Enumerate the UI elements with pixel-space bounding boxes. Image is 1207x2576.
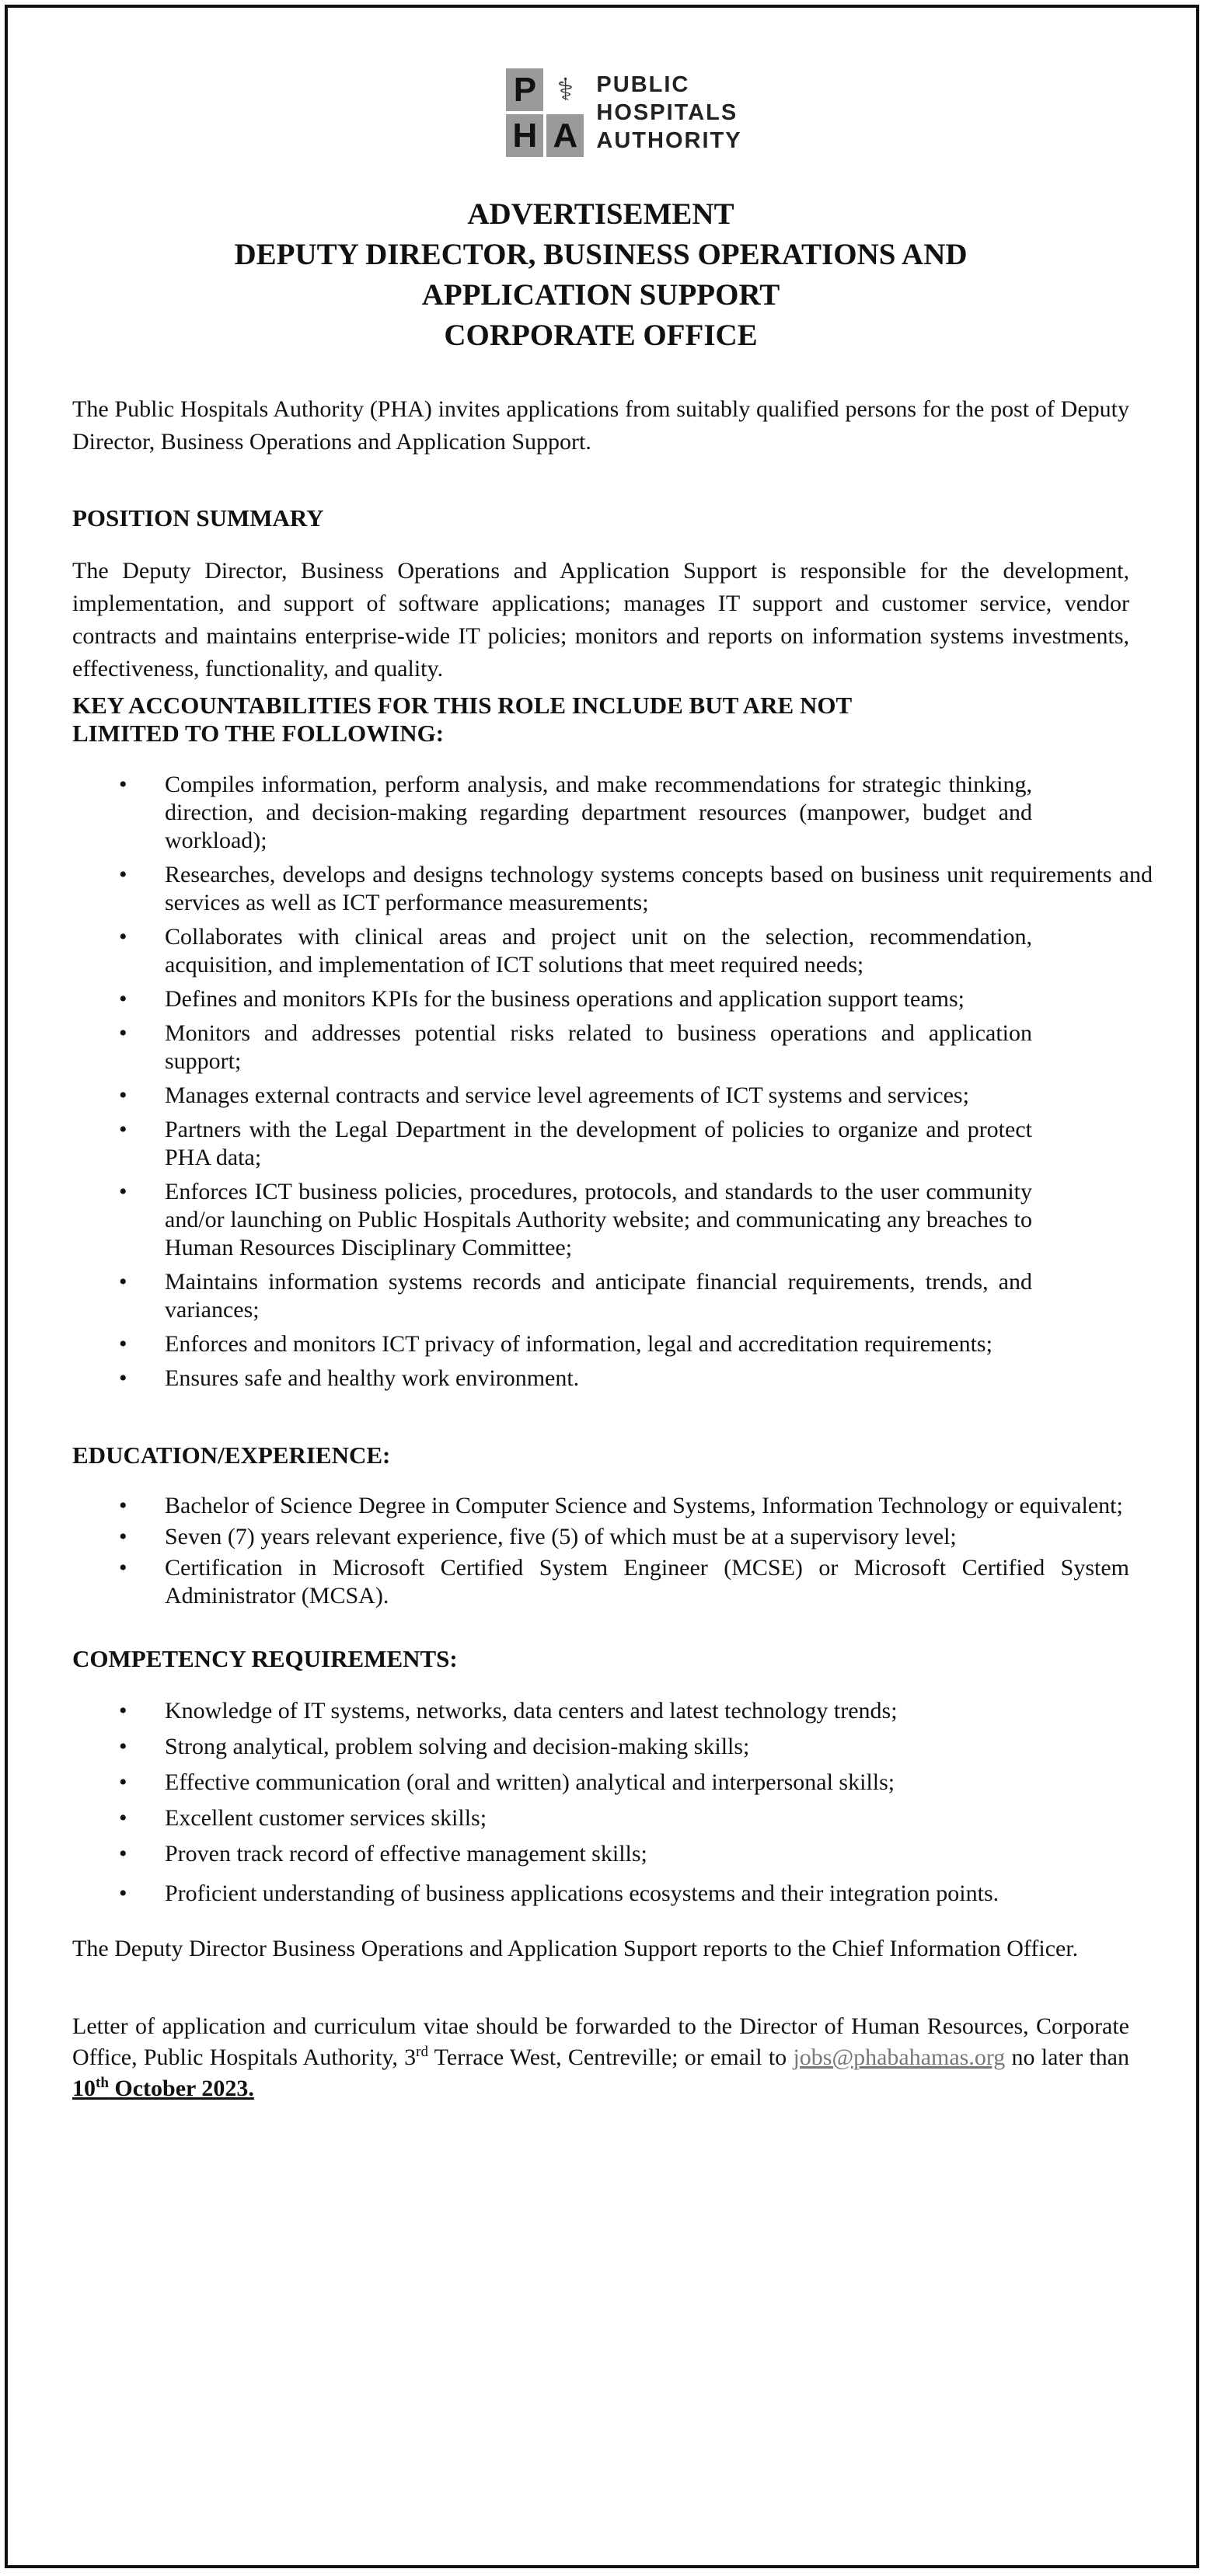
- list-item: • Compiles information, perform analysis, and make recommendations for strategic thinking, direction, and decision-making regarding department resources (manpower, budget and workload);: [72, 771, 1032, 855]
- email-link[interactable]: jobs@phabahamas.org: [793, 2044, 1006, 2070]
- advertisement-document: [72, 62, 1153, 2104]
- list-item: • Seven (7) years relevant experience, five (5) of which must be at a supervisory level;: [72, 1523, 1129, 1551]
- logo-wordmark: [596, 71, 741, 155]
- logo-line-hospitals: HOSPITALS: [596, 100, 738, 125]
- list-item: • Defines and monitors KPIs for the business operations and application support teams;: [72, 985, 1032, 1013]
- list-item: • Manages external contracts and service level agreements of ICT systems and services;: [72, 1082, 1032, 1110]
- list-item: • Researches, develops and designs technology systems concepts based on business unit requirements and services as well as ICT performance measurements;: [72, 861, 1153, 917]
- headline-line-2: DEPUTY DIRECTOR, BUSINESS OPERATIONS AND: [234, 238, 968, 271]
- intro-paragraph: The Public Hospitals Authority (PHA) invites applications from suitably qualified persons for the post of Deputy Director, Business Operations and Application Support.: [72, 396, 1129, 455]
- logo-letter-p: P: [506, 68, 543, 111]
- position-summary-heading: POSITION SUMMARY: [72, 504, 324, 532]
- logo-line-public: PUBLIC: [596, 72, 690, 97]
- deadline-suffix: th: [96, 2075, 109, 2091]
- deadline-day: 10: [72, 2076, 96, 2101]
- list-item: • Proficient understanding of business applications ecosystems and their integration points.: [72, 1876, 1167, 1912]
- accountabilities-heading-line-1: KEY ACCOUNTABILITIES FOR THIS ROLE INCLUDE BUT ARE NOT: [72, 692, 853, 719]
- headline-line-3: APPLICATION SUPPORT: [421, 278, 780, 312]
- education-heading: EDUCATION/EXPERIENCE:: [72, 1441, 391, 1469]
- headline-line-4: CORPORATE OFFICE: [444, 319, 758, 352]
- page-title: [72, 194, 1129, 356]
- logo-mark: [506, 68, 584, 157]
- caduceus-icon: ⚕: [546, 68, 584, 111]
- list-item: • Enforces and monitors ICT privacy of information, legal and accreditation requirements;: [72, 1330, 1032, 1358]
- logo-line-authority: AUTHORITY: [596, 128, 742, 153]
- application-text-middle: Terrace West, Centreville; or email to: [427, 2044, 794, 2070]
- competency-heading: COMPETENCY REQUIREMENTS:: [72, 1645, 458, 1672]
- list-item: • Partners with the Legal Department in the development of policies to organize and protect PHA data;: [72, 1116, 1032, 1172]
- list-item: • Strong analytical, problem solving and decision-making skills;: [72, 1733, 1129, 1761]
- application-text-after: no later than: [1005, 2044, 1129, 2070]
- accountabilities-heading: [72, 692, 1129, 748]
- list-item: • Proven track record of effective management skills;: [72, 1840, 1129, 1868]
- ordinal-suffix: rd: [416, 2044, 428, 2060]
- deadline-month-year: October 2023.: [108, 2076, 254, 2101]
- list-item: • Bachelor of Science Degree in Computer Science and Systems, Information Technology or equivalent;: [72, 1492, 1129, 1520]
- pha-logo: [119, 62, 1129, 163]
- list-item: • Maintains information systems records and anticipate financial requirements, trends, and variances;: [72, 1268, 1032, 1324]
- list-item: • Enforces ICT business policies, procedures, protocols, and standards to the user community and/or launching on Public Hospitals Authority website; and communicating any breaches to Human Resources Disciplinary Committee;: [72, 1178, 1032, 1262]
- list-item: • Effective communication (oral and written) analytical and interpersonal skills;: [72, 1769, 1129, 1797]
- application-instructions: [72, 2011, 1129, 2104]
- competency-list: [72, 1697, 1129, 1912]
- application-text-start: Letter of application and curriculum vitae should be forwarded to the Director of Human Resources, Corporate Office, Public Hospitals Authority, 3: [72, 2013, 1129, 2070]
- accountabilities-list: [72, 771, 1153, 1393]
- logo-letter-a: A: [546, 114, 584, 157]
- education-list: [72, 1492, 1129, 1610]
- list-item: • Knowledge of IT systems, networks, data centers and latest technology trends;: [72, 1697, 1129, 1725]
- logo-letter-h: H: [506, 114, 543, 157]
- application-deadline: [72, 2076, 254, 2101]
- list-item: • Ensures safe and healthy work environment.: [72, 1365, 1032, 1393]
- list-item: • Certification in Microsoft Certified System Engineer (MCSE) or Microsoft Certified System Administrator (MCSA).: [72, 1554, 1129, 1610]
- headline-line-1: ADVERTISEMENT: [467, 197, 734, 231]
- list-item: • Monitors and addresses potential risks related to business operations and application support;: [72, 1020, 1032, 1075]
- accountabilities-heading-line-2: LIMITED TO THE FOLLOWING:: [72, 720, 445, 747]
- position-summary-text: The Deputy Director, Business Operations and Application Support is responsible for the development, implementation, and support of software applications; manages IT support and customer service, vendor contracts and maintains enterprise-wide IT policies; monitors and reports on information systems investments, effectiveness, functionality, and quality.: [72, 558, 1129, 681]
- reports-to-paragraph: The Deputy Director Business Operations and Application Support reports to the Chief Information Officer.: [72, 1936, 1079, 1961]
- list-item: • Collaborates with clinical areas and project unit on the selection, recommendation, acquisition, and implementation of ICT solutions that meet required needs;: [72, 923, 1032, 979]
- list-item: • Excellent customer services skills;: [72, 1804, 1129, 1832]
